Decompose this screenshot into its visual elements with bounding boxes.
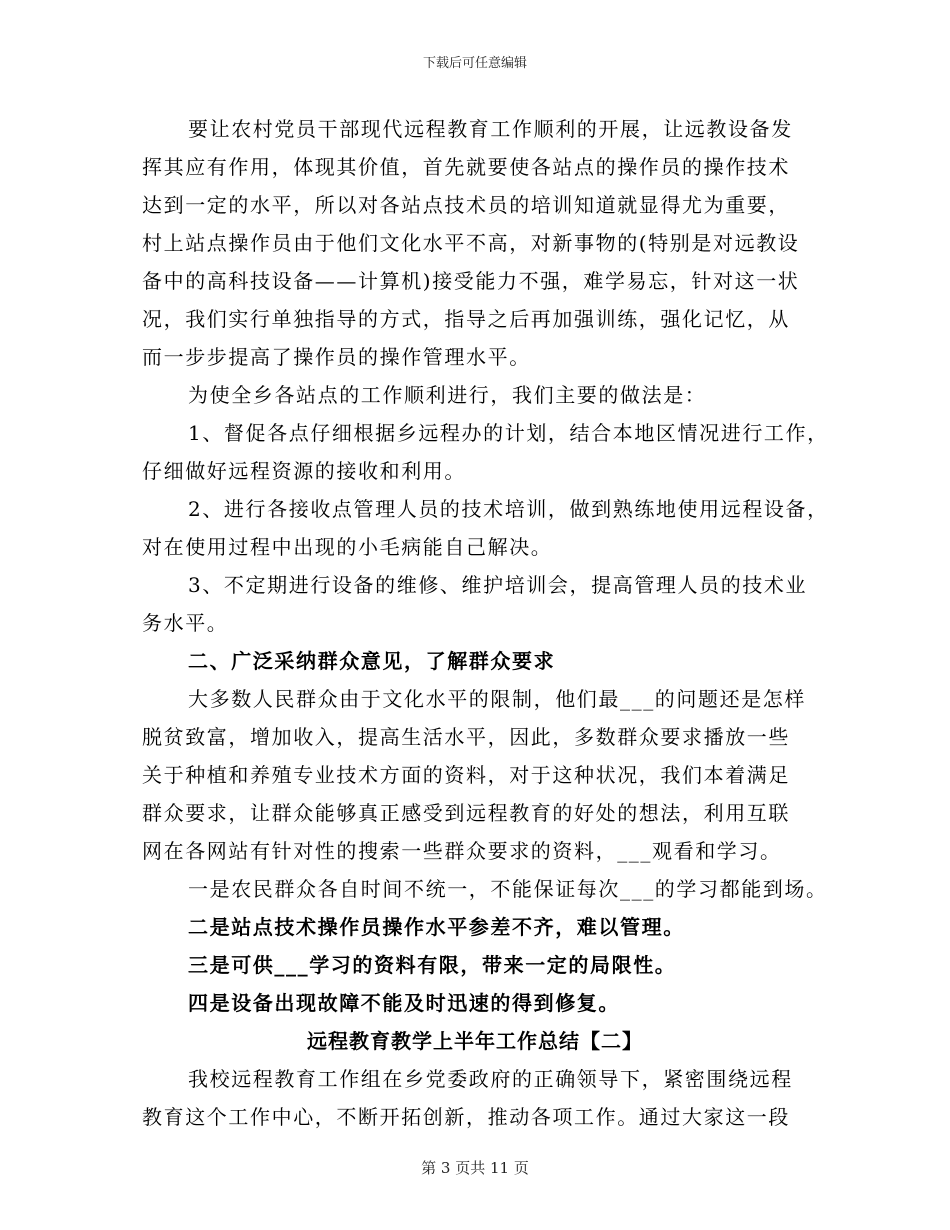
paragraph-line: 网在各网站有针对性的搜索一些群众要求的资料，___观看和学习。 xyxy=(142,839,782,863)
paragraph-line: 为使全乡各站点的工作顺利进行，我们主要的做法是： xyxy=(188,383,707,407)
list-item-line: 3、不定期进行设备的维修、维护培训会，提高管理人员的技术业 xyxy=(188,573,808,597)
paragraph-line: 况，我们实行单独指导的方式，指导之后再加强训练，强化记忆，从 xyxy=(142,307,790,331)
paragraph-line: 达到一定的水平，所以对各站点技术员的培训知道就显得尤为重要， xyxy=(142,193,790,217)
paragraph-line: 脱贫致富，增加收入，提高生活水平，因此，多数群众要求播放一些 xyxy=(142,725,790,749)
paragraph-line: 群众要求，让群众能够真正感受到远程教育的好处的想法，利用互联 xyxy=(142,801,790,825)
paragraph-line: 村上站点操作员由于他们文化水平不高，对新事物的(特别是对远教设 xyxy=(142,231,800,255)
section-title: 远程教育教学上半年工作总结【二】 xyxy=(307,1029,643,1053)
paragraph-line: 一是农民群众各自时间不统一，不能保证每次___的学习都能到场。 xyxy=(188,877,828,901)
bold-point: 二是站点技术操作员操作水平参差不齐，难以管理。 xyxy=(188,915,685,939)
list-item-line: 对在使用过程中出现的小毛病能自己解决。 xyxy=(142,535,553,559)
list-item-line: 2、进行各接收点管理人员的技术培训，做到熟练地使用远程设备， xyxy=(188,497,829,521)
page-header: 下载后可任意编辑 xyxy=(422,56,527,71)
bold-point: 四是设备出现故障不能及时迅速的得到修复。 xyxy=(188,991,620,1015)
paragraph-line: 备中的高科技设备——计算机)接受能力不强，难学易忘，针对这一状 xyxy=(142,269,800,293)
paragraph-line: 挥其应有作用，体现其价值，首先就要使各站点的操作员的操作技术 xyxy=(142,155,790,179)
paragraph-line: 教育这个工作中心，不断开拓创新，推动各项工作。通过大家这一段 xyxy=(142,1105,790,1129)
list-item-line: 仔细做好远程资源的接收和利用。 xyxy=(142,459,466,483)
paragraph-line: 关于种植和养殖专业技术方面的资料，对于这种状况，我们本着满足 xyxy=(142,763,790,787)
list-item-line: 1、督促各点仔细根据乡远程办的计划，结合本地区情况进行工作， xyxy=(188,421,829,445)
paragraph-line: 大多数人民群众由于文化水平的限制，他们最___的问题还是怎样 xyxy=(188,687,806,711)
bold-point: 三是可供___学习的资料有限，带来一定的局限性。 xyxy=(188,953,677,977)
paragraph-line: 我校远程教育工作组在乡党委政府的正确领导下，紧密围绕远程 xyxy=(188,1067,793,1091)
page-footer: 第 3 页共 11 页 xyxy=(421,1159,529,1177)
paragraph-line: 而一步步提高了操作员的操作管理水平。 xyxy=(142,345,531,369)
paragraph-line: 要让农村党员干部现代远程教育工作顺利的开展，让远教设备发 xyxy=(188,117,793,141)
list-item-line: 务水平。 xyxy=(142,611,229,635)
section-heading: 二、广泛采纳群众意见，了解群众要求 xyxy=(188,649,556,673)
